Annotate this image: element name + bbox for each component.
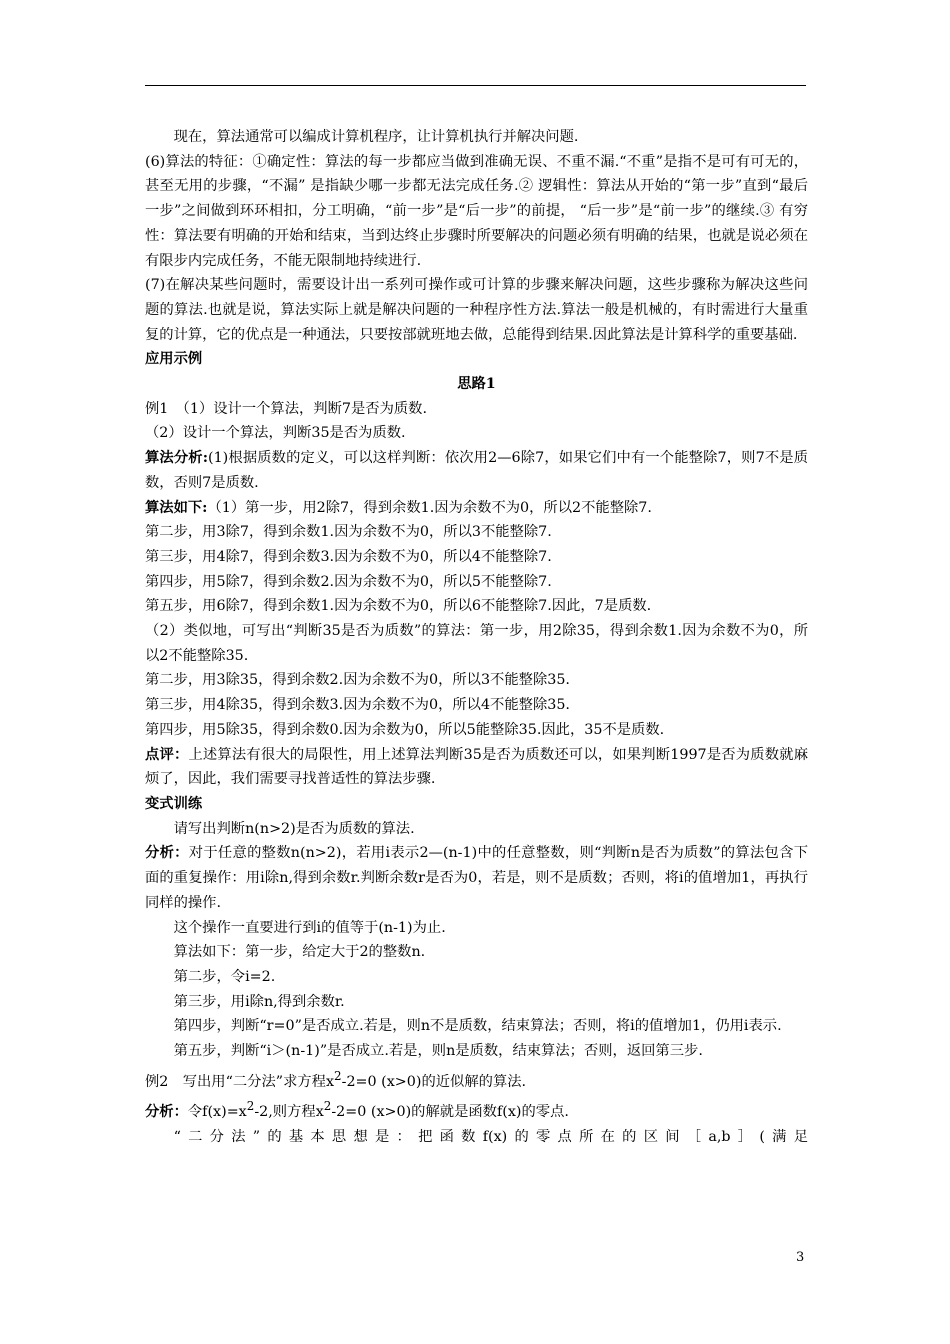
- comment-text: 上述算法有很大的局限性，用上述算法判断35是否为质数还可以，如果判断1997是否为质数就麻烦了，因此，我们需要寻找普适性的算法步骤.: [145, 746, 809, 788]
- algorithm-7-step2: 第二步，用3除7，得到余数1.因为余数不为0，所以3不能整除7.: [145, 524, 552, 541]
- example2-exponent: 2: [334, 1068, 342, 1083]
- algorithm-7-step5: 第五步，用6除7，得到余数1.因为余数不为0，所以6不能整除7.因此，7是质数.: [145, 598, 652, 615]
- example2-text-a: 例2 写出用“二分法”求方程x: [145, 1073, 335, 1090]
- paragraph-algorithm-definition: (7)在解决某些问题时，需要设计出一系列可操作或可计算的步骤来解决问题，这些步骤称为解决这些问题的算法.也就是说，算法实际上就是解决问题的一种程序性方法.算法一般是机械的，有时需进行大量重复的计算，它的优点是一种通法，只要按部就班地去做，总能得到结果.因此算法是计算科学的重要基础.: [145, 277, 808, 343]
- algorithm-7-step3: 第三步，用4除7，得到余数3.因为余数不为0，所以4不能整除7.: [145, 548, 552, 565]
- algorithm-35-step3: 第三步，用4除35，得到余数3.因为余数不为0，所以4不能整除35.: [145, 697, 570, 714]
- variation-analysis-label: 分析：: [145, 845, 189, 862]
- variation-step4: 第四步，判断“r=0”是否成立.若是，则n不是质数，结束算法；否则，将i的值增加1，仍用i表示.: [173, 1018, 782, 1035]
- example2-analysis: [145, 1094, 808, 1124]
- variation-step3: 第三步，用i除n,得到余数r.: [173, 993, 345, 1010]
- heading-variation-training: 变式训练: [145, 795, 203, 812]
- variation-step2: 第二步，令i=2.: [173, 968, 276, 985]
- example1-question-1: 例1 （1）设计一个算法，判断7是否为质数.: [145, 400, 428, 417]
- example2-text-b: -2=0 (x>0)的近似解的算法.: [341, 1073, 527, 1090]
- variation-question: 请写出判断n(n>2)是否为质数的算法.: [173, 820, 415, 837]
- algorithm-7-step1: [145, 496, 808, 521]
- page-body: [145, 125, 808, 1149]
- algorithm-35-step2: 第二步，用3除35，得到余数2.因为余数不为0，所以3不能整除35.: [145, 672, 570, 689]
- header-rule: [145, 85, 806, 86]
- example1-question-2: （2）设计一个算法，判断35是否为质数.: [145, 425, 406, 442]
- example2-analysis-exp1: 2: [246, 1099, 255, 1114]
- example2-analysis-b: -2,则方程x: [254, 1103, 324, 1120]
- analysis-label: 算法分析:: [145, 450, 208, 467]
- example2-analysis-a: 令f(x)=x: [187, 1103, 247, 1120]
- example2-question: [145, 1064, 808, 1094]
- algorithm-7-step4: 第四步，用5除7，得到余数2.因为余数不为0，所以5不能整除7.: [145, 573, 552, 590]
- comment-paragraph: [145, 743, 808, 792]
- algorithm-step1-text: （1）第一步，用2除7，得到余数1.因为余数不为0，所以2不能整除7.: [207, 499, 652, 516]
- algorithm-label: 算法如下:: [145, 499, 208, 516]
- comment-label: 点评：: [145, 746, 189, 763]
- heading-idea-1: 思路1: [457, 376, 496, 393]
- variation-analysis-text: 对于任意的整数n(n>2)，若用i表示2—(n-1)中的任意整数，则“判断n是否为质数”的算法包含下面的重复操作：用i除n,得到余数r.判断余数r是否为0，若是，则不是质数；否则，将i的值增加1，再执行同样的操作.: [145, 845, 809, 911]
- paragraph-algorithm-features: (6)算法的特征：①确定性：算法的每一步都应当做到准确无误、不重不漏.“不重”是指不是可有可无的，甚至无用的步骤，“不漏” 是指缺少哪一步都无法完成任务.② 逻辑性：算法从开始的“第一步”直到“最后一步”之间做到环环相扣，分工明确，“前一步”是“后一步”的前提， “后一步”是“前一步”的继续.③ 有穷性：算法要有明确的开始和结束，当到达终止步骤时所要解决的问题必须有明确的结果，也就是说必须在有限步内完成任务，不能无限制地持续进行.: [145, 153, 808, 269]
- example2-analysis-exp2: 2: [323, 1099, 332, 1114]
- analysis-text: (1)根据质数的定义，可以这样判断：依次用2—6除7，如果它们中有一个能整除7，则7不是质数，否则7是质数.: [145, 450, 808, 491]
- example2-analysis-c: -2=0 (x>0)的解就是函数f(x)的零点.: [331, 1103, 569, 1120]
- variation-repeat-note: 这个操作一直要进行到i的值等于(n-1)为止.: [173, 919, 446, 936]
- algorithm-35-step4: 第四步，用5除35，得到余数0.因为余数为0，所以5能整除35.因此，35不是质数.: [145, 721, 665, 738]
- algorithm-35-step1: （2）类似地，可写出“判断35是否为质数”的算法：第一步，用2除35，得到余数1.因为余数不为0，所以2不能整除35.: [145, 623, 808, 664]
- variation-analysis: [145, 841, 808, 915]
- heading-application-examples: 应用示例: [145, 351, 203, 368]
- example1-analysis: [145, 446, 808, 495]
- variation-step5: 第五步，判断“i＞(n-1)”是否成立.若是，则n是质数，结束算法；否则，返回第三步.: [173, 1043, 703, 1060]
- paragraph-intro: 现在，算法通常可以编成计算机程序，让计算机执行并解决问题.: [173, 129, 579, 145]
- page-number: 3: [796, 1250, 805, 1265]
- variation-step1: 算法如下：第一步，给定大于2的整数n.: [173, 944, 426, 961]
- bisection-idea: “二分法”的基本思想是：把函数f(x)的零点所在的区间［a,b］(满足: [173, 1128, 808, 1145]
- example2-analysis-label: 分析：: [145, 1103, 188, 1120]
